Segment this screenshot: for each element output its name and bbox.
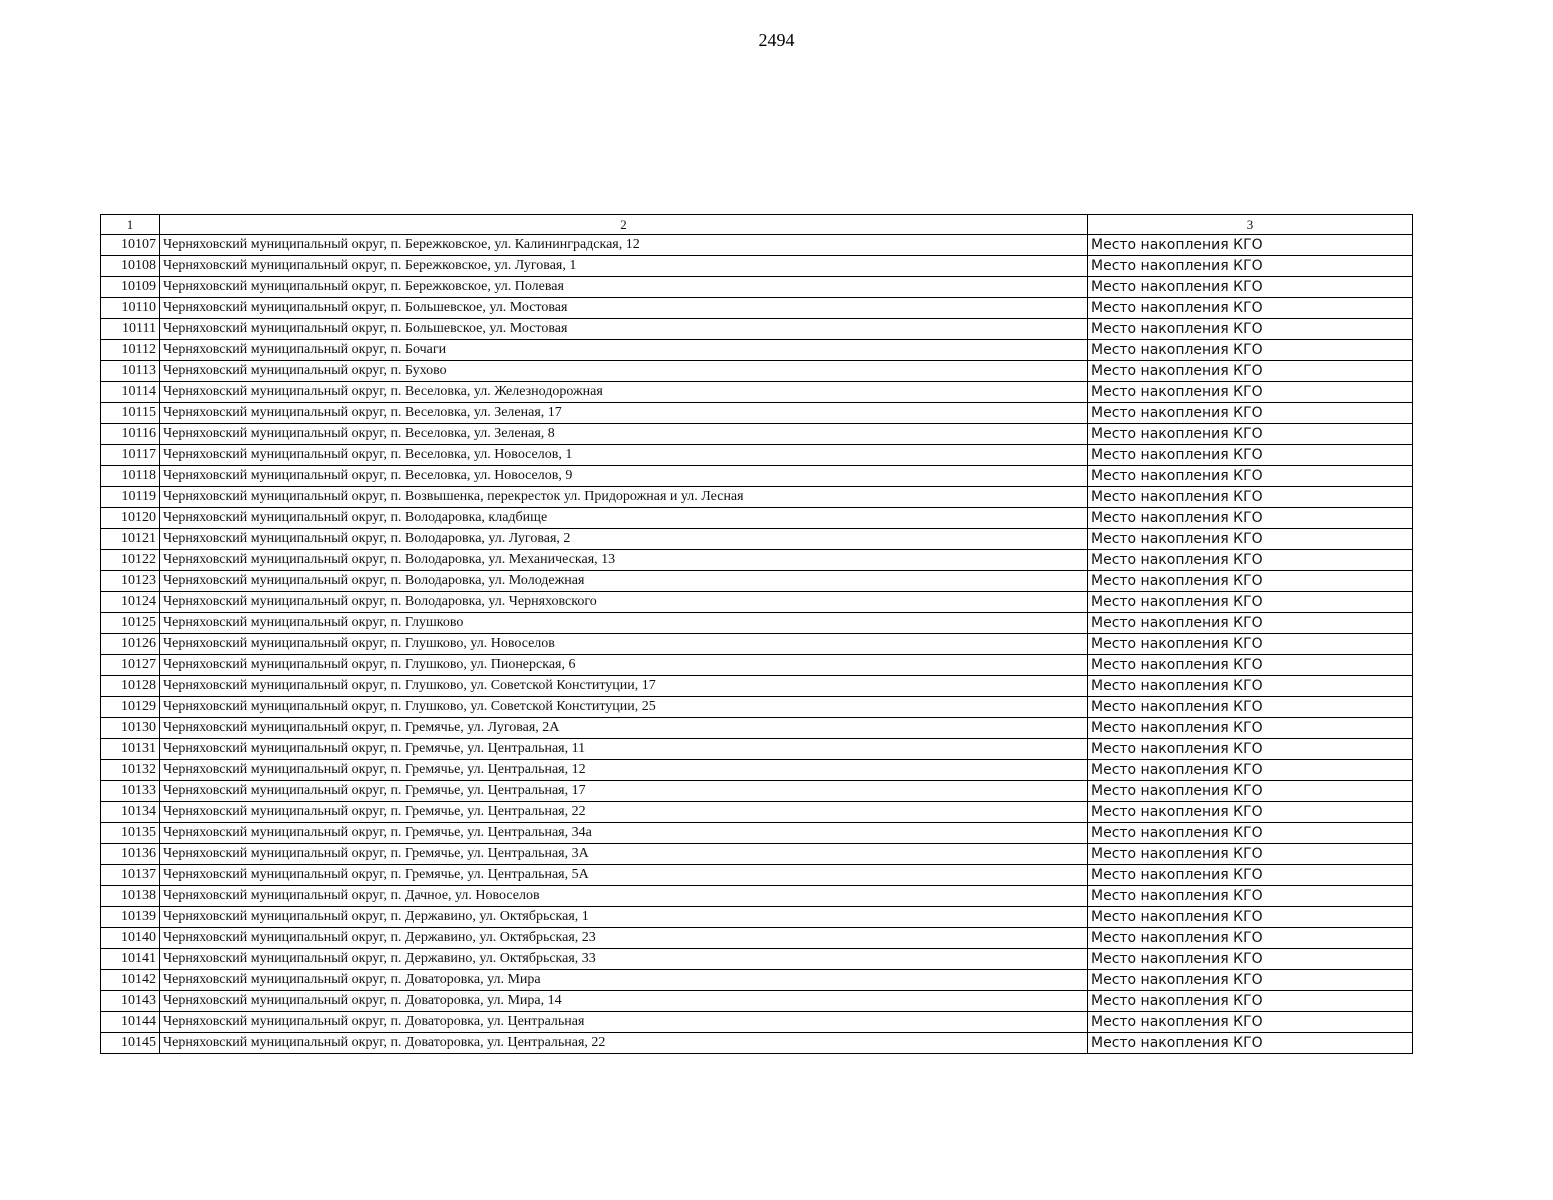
row-type: Место накопления КГО [1088,571,1413,592]
table-row [101,928,1413,949]
table-row [101,718,1413,739]
row-address: Черняховский муниципальный округ, п. Володаровка, ул. Механическая, 13 [160,550,1088,571]
row-number: 10129 [101,697,160,718]
row-address: Черняховский муниципальный округ, п. Глушково, ул. Советской Конституции, 25 [160,697,1088,718]
row-number: 10138 [101,886,160,907]
row-type: Место накопления КГО [1088,802,1413,823]
table-row [101,844,1413,865]
row-type: Место накопления КГО [1088,235,1413,256]
row-number: 10131 [101,739,160,760]
row-number: 10117 [101,445,160,466]
table-row [101,823,1413,844]
table-row [101,277,1413,298]
row-address: Черняховский муниципальный округ, п. Державино, ул. Октябрьская, 1 [160,907,1088,928]
header-cell-1: 1 [101,215,160,235]
row-address: Черняховский муниципальный округ, п. Бережковское, ул. Калининградская, 12 [160,235,1088,256]
row-address: Черняховский муниципальный округ, п. Глушково, ул. Пионерская, 6 [160,655,1088,676]
row-address: Черняховский муниципальный округ, п. Доваторовка, ул. Центральная [160,1012,1088,1033]
row-address: Черняховский муниципальный округ, п. Володаровка, ул. Черняховского [160,592,1088,613]
row-type: Место накопления КГО [1088,655,1413,676]
row-type: Место накопления КГО [1088,256,1413,277]
row-address: Черняховский муниципальный округ, п. Бочаги [160,340,1088,361]
table-row [101,361,1413,382]
row-type: Место накопления КГО [1088,697,1413,718]
table-row [101,613,1413,634]
row-type: Место накопления КГО [1088,403,1413,424]
table-row [101,571,1413,592]
row-address: Черняховский муниципальный округ, п. Гремячье, ул. Центральная, 3А [160,844,1088,865]
row-address: Черняховский муниципальный округ, п. Глушково, ул. Советской Конституции, 17 [160,676,1088,697]
row-type: Место накопления КГО [1088,760,1413,781]
row-type: Место накопления КГО [1088,991,1413,1012]
row-address: Черняховский муниципальный округ, п. Державино, ул. Октябрьская, 33 [160,949,1088,970]
table-row [101,382,1413,403]
table-row [101,655,1413,676]
table-row [101,760,1413,781]
row-type: Место накопления КГО [1088,928,1413,949]
row-address: Черняховский муниципальный округ, п. Володаровка, кладбище [160,508,1088,529]
row-type: Место накопления КГО [1088,382,1413,403]
row-address: Черняховский муниципальный округ, п. Гремячье, ул. Центральная, 11 [160,739,1088,760]
row-type: Место накопления КГО [1088,844,1413,865]
row-address: Черняховский муниципальный округ, п. Бухово [160,361,1088,382]
page-number: 2494 [758,30,795,50]
row-type: Место накопления КГО [1088,445,1413,466]
table-body [101,215,1413,1054]
row-number: 10141 [101,949,160,970]
table-row [101,676,1413,697]
row-number: 10110 [101,298,160,319]
row-type: Место накопления КГО [1088,487,1413,508]
table-row [101,886,1413,907]
row-number: 10114 [101,382,160,403]
row-address: Черняховский муниципальный округ, п. Возвышенка, перекресток ул. Придорожная и ул. Лесная [160,487,1088,508]
table-header-row [101,215,1413,235]
row-number: 10120 [101,508,160,529]
row-number: 10108 [101,256,160,277]
row-number: 10144 [101,1012,160,1033]
row-number: 10134 [101,802,160,823]
row-address: Черняховский муниципальный округ, п. Глушково, ул. Новоселов [160,634,1088,655]
row-type: Место накопления КГО [1088,529,1413,550]
row-type: Место накопления КГО [1088,739,1413,760]
table-row [101,781,1413,802]
row-address: Черняховский муниципальный округ, п. Володаровка, ул. Молодежная [160,571,1088,592]
row-type: Место накопления КГО [1088,319,1413,340]
row-address: Черняховский муниципальный округ, п. Гремячье, ул. Центральная, 22 [160,802,1088,823]
row-number: 10128 [101,676,160,697]
table-row [101,697,1413,718]
row-number: 10143 [101,991,160,1012]
table-row [101,298,1413,319]
row-address: Черняховский муниципальный округ, п. Веселовка, ул. Зеленая, 17 [160,403,1088,424]
row-number: 10132 [101,760,160,781]
table-row [101,235,1413,256]
row-type: Место накопления КГО [1088,865,1413,886]
row-address: Черняховский муниципальный округ, п. Веселовка, ул. Новоселов, 9 [160,466,1088,487]
row-type: Место накопления КГО [1088,466,1413,487]
table-row [101,256,1413,277]
row-address: Черняховский муниципальный округ, п. Большевское, ул. Мостовая [160,298,1088,319]
table-row [101,949,1413,970]
row-number: 10118 [101,466,160,487]
row-address: Черняховский муниципальный округ, п. Бережковское, ул. Полевая [160,277,1088,298]
row-number: 10125 [101,613,160,634]
table-row [101,802,1413,823]
table-row [101,529,1413,550]
row-type: Место накопления КГО [1088,1033,1413,1054]
row-type: Место накопления КГО [1088,340,1413,361]
row-type: Место накопления КГО [1088,1012,1413,1033]
row-number: 10119 [101,487,160,508]
table-row [101,550,1413,571]
header-cell-3: 3 [1088,215,1413,235]
table-row [101,1012,1413,1033]
row-type: Место накопления КГО [1088,298,1413,319]
registry-table [100,214,1413,1054]
row-address: Черняховский муниципальный округ, п. Гремячье, ул. Центральная, 34а [160,823,1088,844]
row-type: Место накопления КГО [1088,886,1413,907]
row-address: Черняховский муниципальный округ, п. Веселовка, ул. Новоселов, 1 [160,445,1088,466]
row-type: Место накопления КГО [1088,508,1413,529]
row-address: Черняховский муниципальный округ, п. Большевское, ул. Мостовая [160,319,1088,340]
row-address: Черняховский муниципальный округ, п. Веселовка, ул. Зеленая, 8 [160,424,1088,445]
table-row [101,319,1413,340]
row-type: Место накопления КГО [1088,718,1413,739]
table-row [101,634,1413,655]
row-number: 10136 [101,844,160,865]
table-row [101,403,1413,424]
row-address: Черняховский муниципальный округ, п. Гремячье, ул. Центральная, 12 [160,760,1088,781]
row-address: Черняховский муниципальный округ, п. Доваторовка, ул. Мира, 14 [160,991,1088,1012]
table-row [101,1033,1413,1054]
row-number: 10140 [101,928,160,949]
table-row [101,592,1413,613]
table-row [101,466,1413,487]
row-type: Место накопления КГО [1088,676,1413,697]
row-number: 10109 [101,277,160,298]
row-address: Черняховский муниципальный округ, п. Гремячье, ул. Луговая, 2А [160,718,1088,739]
row-number: 10145 [101,1033,160,1054]
table-row [101,487,1413,508]
row-type: Место накопления КГО [1088,613,1413,634]
row-address: Черняховский муниципальный округ, п. Веселовка, ул. Железнодорожная [160,382,1088,403]
row-address: Черняховский муниципальный округ, п. Гремячье, ул. Центральная, 17 [160,781,1088,802]
table-row [101,508,1413,529]
row-number: 10130 [101,718,160,739]
table-row [101,739,1413,760]
row-address: Черняховский муниципальный округ, п. Доваторовка, ул. Мира [160,970,1088,991]
row-type: Место накопления КГО [1088,907,1413,928]
table-row [101,445,1413,466]
row-address: Черняховский муниципальный округ, п. Глушково [160,613,1088,634]
row-number: 10133 [101,781,160,802]
table-row [101,991,1413,1012]
row-number: 10126 [101,634,160,655]
row-type: Место накопления КГО [1088,823,1413,844]
row-address: Черняховский муниципальный округ, п. Володаровка, ул. Луговая, 2 [160,529,1088,550]
row-number: 10112 [101,340,160,361]
row-number: 10113 [101,361,160,382]
table-row [101,340,1413,361]
row-type: Место накопления КГО [1088,424,1413,445]
row-number: 10122 [101,550,160,571]
row-number: 10107 [101,235,160,256]
header-cell-2: 2 [160,215,1088,235]
row-type: Место накопления КГО [1088,550,1413,571]
row-number: 10135 [101,823,160,844]
row-number: 10115 [101,403,160,424]
row-number: 10123 [101,571,160,592]
row-address: Черняховский муниципальный округ, п. Дачное, ул. Новоселов [160,886,1088,907]
row-address: Черняховский муниципальный округ, п. Державино, ул. Октябрьская, 23 [160,928,1088,949]
row-number: 10142 [101,970,160,991]
row-type: Место накопления КГО [1088,634,1413,655]
row-type: Место накопления КГО [1088,970,1413,991]
row-type: Место накопления КГО [1088,592,1413,613]
table-row [101,424,1413,445]
row-number: 10124 [101,592,160,613]
row-type: Место накопления КГО [1088,361,1413,382]
row-number: 10121 [101,529,160,550]
row-address: Черняховский муниципальный округ, п. Гремячье, ул. Центральная, 5А [160,865,1088,886]
row-type: Место накопления КГО [1088,949,1413,970]
row-number: 10127 [101,655,160,676]
row-address: Черняховский муниципальный округ, п. Доваторовка, ул. Центральная, 22 [160,1033,1088,1054]
table-row [101,907,1413,928]
row-address: Черняховский муниципальный округ, п. Бережковское, ул. Луговая, 1 [160,256,1088,277]
row-type: Место накопления КГО [1088,277,1413,298]
row-number: 10116 [101,424,160,445]
table-row [101,865,1413,886]
row-number: 10137 [101,865,160,886]
row-type: Место накопления КГО [1088,781,1413,802]
row-number: 10111 [101,319,160,340]
row-number: 10139 [101,907,160,928]
table-row [101,970,1413,991]
